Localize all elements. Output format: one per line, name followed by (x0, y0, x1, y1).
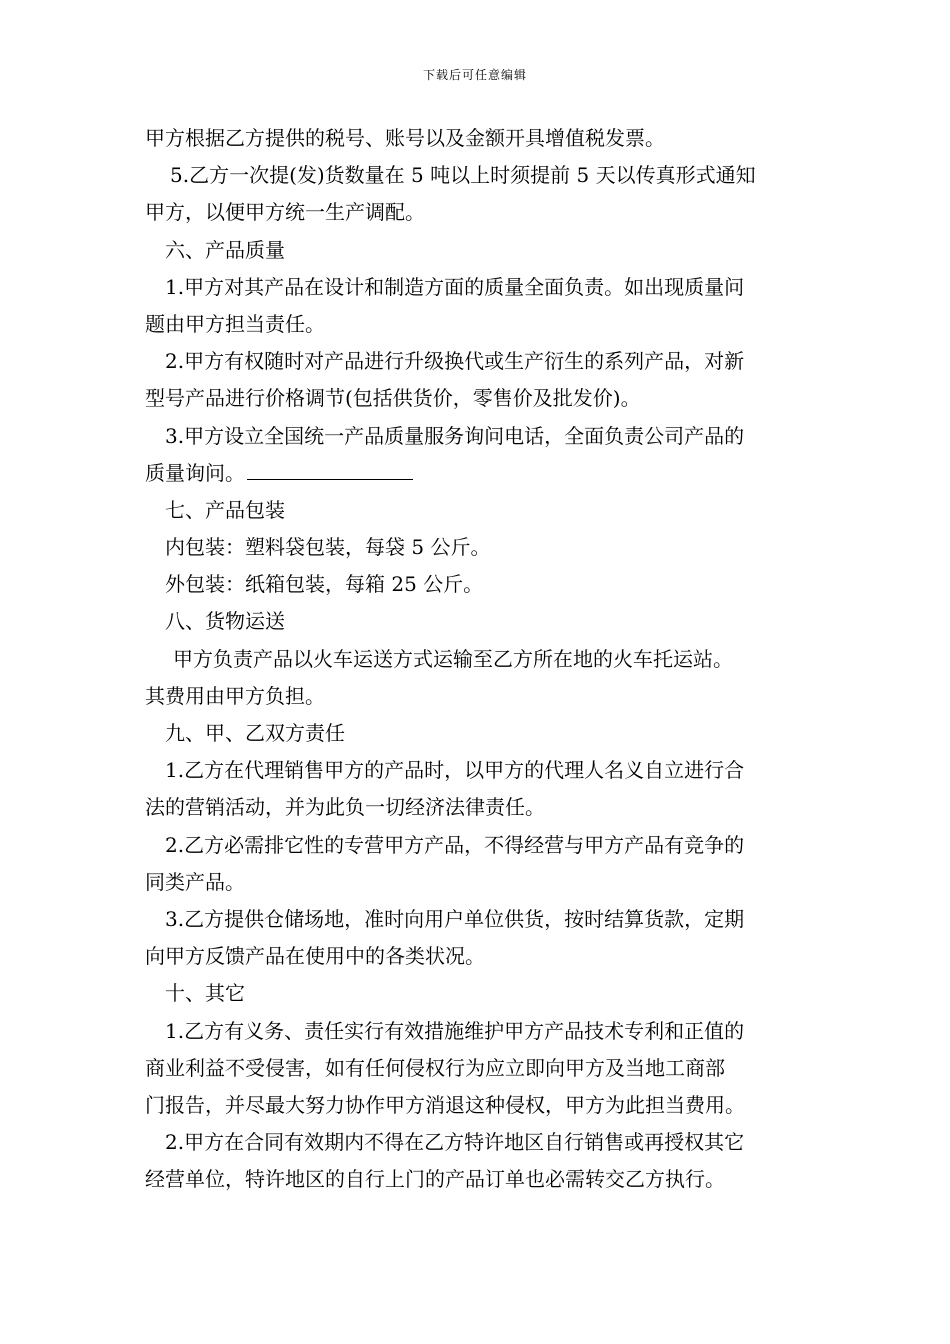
section-heading: 十、其它 (165, 981, 245, 1006)
paragraph-text: 质量询问。 (145, 460, 245, 485)
page-header: 下载后可任意编辑 (422, 68, 527, 82)
document-body (145, 120, 810, 1198)
paragraph-line: 门报告，并尽最大努力协作甲方消退这种侵权，甲方为此担当费用。 (145, 1092, 745, 1117)
paragraph-line: 3.甲方设立全国统一产品质量服务询问电话，全面负责公司产品的 (165, 423, 745, 448)
section-heading: 七、产品包装 (165, 497, 285, 522)
fill-in-blank (247, 461, 413, 480)
paragraph-line: 内包装：塑料袋包装，每袋 5 公斤。 (165, 535, 491, 560)
paragraph-line: 甲方，以便甲方统一生产调配。 (145, 200, 425, 225)
paragraph-line: 型号产品进行价格调节(包括供货价，零售价及批发价)。 (145, 386, 641, 411)
paragraph-line: 2.甲方有权随时对产品进行升级换代或生产衍生的系列产品，对新 (165, 349, 745, 374)
paragraph-line: 向甲方反馈产品在使用中的各类状况。 (145, 944, 485, 969)
paragraph-line: 外包装：纸箱包装，每箱 25 公斤。 (165, 572, 484, 597)
paragraph-line: 5.乙方一次提(发)货数量在 5 吨以上时须提前 5 天以传真形式通知 (170, 163, 756, 188)
paragraph-line: 3.乙方提供仓储场地，准时向用户单位供货，按时结算货款，定期 (165, 906, 745, 931)
paragraph-line: 商业利益不受侵害，如有任何侵权行为应立即向甲方及当地工商部 (145, 1055, 725, 1080)
paragraph-line: 同类产品。 (145, 869, 245, 894)
section-heading: 九、甲、乙双方责任 (165, 721, 345, 745)
paragraph-line: 2.甲方在合同有效期内不得在乙方特许地区自行销售或再授权其它 (165, 1130, 745, 1155)
section-heading: 六、产品质量 (165, 237, 285, 262)
paragraph-line: 甲方负责产品以火车运送方式运输至乙方所在地的火车托运站。 (173, 646, 733, 671)
paragraph-line: 1.乙方有义务、责任实行有效措施维护甲方产品技术专利和正值的 (165, 1018, 745, 1043)
paragraph-line: 法的营销活动，并为此负一切经济法律责任。 (145, 795, 545, 820)
paragraph-line: 1.乙方在代理销售甲方的产品时，以甲方的代理人名义自立进行合 (165, 758, 745, 783)
paragraph-line-with-blank (145, 455, 810, 492)
paragraph-line: 题由甲方担当责任。 (145, 311, 325, 336)
paragraph-line: 经营单位，特许地区的自行上门的产品订单也必需转交乙方执行。 (145, 1167, 725, 1192)
paragraph-line: 其费用由甲方负担。 (145, 683, 325, 708)
section-heading: 八、货物运送 (165, 609, 285, 634)
paragraph-line: 2.乙方必需排它性的专营甲方产品，不得经营与甲方产品有竞争的 (165, 832, 745, 857)
paragraph-line: 甲方根据乙方提供的税号、账号以及金额开具增值税发票。 (145, 126, 665, 150)
paragraph-line: 1.甲方对其产品在设计和制造方面的质量全面负责。如出现质量问 (165, 274, 745, 299)
